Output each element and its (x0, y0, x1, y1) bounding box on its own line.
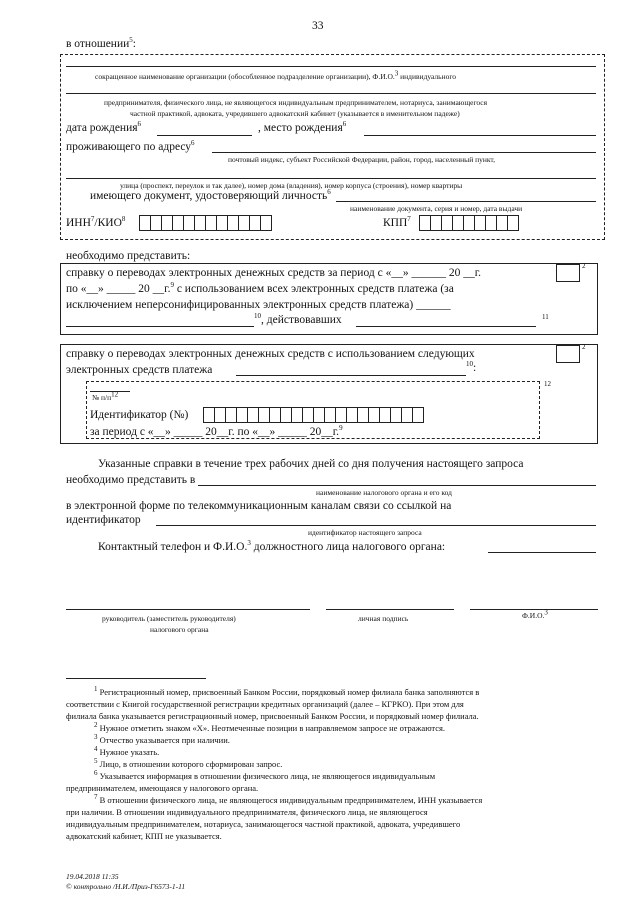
identifier-label: Идентификатор (№) (90, 409, 189, 421)
birth-date-label: дата рождения$^6$ (66, 120, 142, 134)
header-label: в отношении$^5$: (66, 36, 136, 50)
block1-line3: исключением неперсонифицированных электронных средств платежа) ______ (66, 299, 451, 311)
identifier-box-sup: 12 (544, 380, 551, 388)
page-number: 33 (312, 20, 324, 32)
deadline-line1: Указанные справки в течение трех рабочих дней со дня получения настоящего запроса (98, 458, 524, 470)
block1-line4-sup2: 11 (542, 313, 549, 321)
signature-head-2: налогового органа (150, 625, 209, 634)
block2-line1: справку о переводах электронных денежных средств с использованием следующих (66, 348, 475, 360)
footnote: $^5$ Лицо, в отношении которого сформирован запрос. (94, 757, 283, 769)
signature-sign: личная подпись (358, 614, 409, 623)
identifier-cells[interactable] (204, 407, 424, 423)
block2-line2-sup: $^{10}$: (466, 360, 477, 374)
footnote: при наличии. В отношении индивидуального предпринимателя, физического лица, не являющегося (66, 807, 428, 817)
deadline-line2: необходимо представить в (66, 474, 196, 486)
block1-line1: справку о переводах электронных денежных средств за период с «__» ______ 20 __г. (66, 267, 481, 279)
block1-checkbox[interactable] (556, 264, 580, 282)
signature-fio: Ф.И.О.$^3$ (522, 608, 548, 620)
id-doc-caption: наименование документа, серия и номер, дата выдачи (350, 204, 523, 213)
footnote: филиала банка указывается регистрационный номер, присвоенный Банком России, и порядковый номер филиала. (66, 711, 479, 721)
id-doc-label: имеющего документ, удостоверяющий личность$^6$ (90, 188, 331, 202)
np-label: № $п/п^{12}$ (92, 390, 119, 402)
tax-authority-caption: наименование налогового органа и его код (316, 488, 452, 497)
required-label: необходимо представить: (66, 250, 191, 262)
deadline-line3: в электронной форме по телекоммуникационным каналам связи со ссылкой на (66, 500, 452, 512)
footnote: $^1$ Регистрационный номер, присвоенный Банком России, порядковый номер филиала банка заполняются в (94, 685, 480, 697)
inn-label: ИНН$^7$/КИО$^8$ (66, 215, 126, 229)
kpp-label: КПП$^7$ (383, 215, 411, 229)
footnotes (66, 686, 482, 842)
print-stamp: 19.04.2018 11:35 © контрольно /Н.И./Приз-Г6573-1-11 (66, 872, 186, 891)
footnote: $^2$ Нужное отметить знаком «X». Неотмеченные позиции в направляемом запросе не отражаются. (94, 721, 446, 733)
block2-checkbox-sup: 2 (582, 343, 586, 351)
block1-line4: $^{10}$, действовавших (254, 312, 342, 326)
footnote: $^3$ Отчество указывается при наличии. (94, 733, 230, 745)
block1-line2: по «__» _____ 20 __г.$^9$ с использованием всех электронных средств платежа (за (66, 281, 454, 295)
deadline-line4: идентификатор (66, 514, 141, 526)
footnote: $^7$ В отношении физического лица, не являющегося индивидуальным предпринимателем, ИНН указывается (94, 793, 483, 805)
block2-checkbox[interactable] (556, 345, 580, 363)
inn-cells[interactable] (140, 215, 272, 231)
org-caption-3: частной практикой, адвоката, учредившего адвокатский кабинет (указывается в именительном падеже) (130, 109, 460, 118)
address-caption-2: улица (проспект, переулок и так далее), номер дома (владения), номер корпуса (строения), номер квартиры (120, 181, 463, 190)
address-label: проживающего по адресу$^6$ (66, 139, 195, 153)
birth-place-label: , место рождения$^6$ (258, 120, 347, 134)
contact-line: Контактный телефон и Ф.И.О.$^3$ должностного лица налогового органа: (98, 539, 446, 553)
address-caption-1: почтовый индекс, субъект Российской Федерации, район, город, населенный пункт, (228, 155, 495, 164)
org-caption-2: предпринимателя, физического лица, не являющегося индивидуальным предпринимателем, нотариуса, занимающегося (104, 98, 488, 107)
kpp-cells[interactable] (420, 215, 519, 231)
signature-head-1: руководитель (заместитель руководителя) (102, 614, 236, 623)
footnote: предпринимателем, имеющаяся у налогового органа. (66, 783, 259, 793)
request-id-caption: идентификатор настоящего запроса (308, 528, 422, 537)
footnote: соответствии с Книгой государственной регистрации кредитных организаций (далее – КГРКО). При этом для (66, 699, 464, 709)
org-caption-1: сокращенное наименование организации (обособленное подразделение организации), Ф.И.О.$^3$ индивидуального (95, 69, 456, 81)
footnote: индивидуальным предпринимателем, нотариуса, занимающегося частной практикой, адвоката, учредившего (66, 819, 461, 829)
block1-checkbox-sup: 2 (582, 262, 586, 270)
block2-line2: электронных средств платежа (66, 364, 213, 376)
footnote: $^6$ Указывается информация в отношении физического лица, не являющегося индивидуальным (94, 769, 436, 781)
footnote: адвокатский кабинет, КПП не указывается. (66, 831, 222, 841)
identifier-period: за период с «__» _____ 20__г. по «__» _____ 20__г.$^9$ (90, 424, 343, 438)
footnote: $^4$ Нужное указать. (94, 745, 160, 757)
